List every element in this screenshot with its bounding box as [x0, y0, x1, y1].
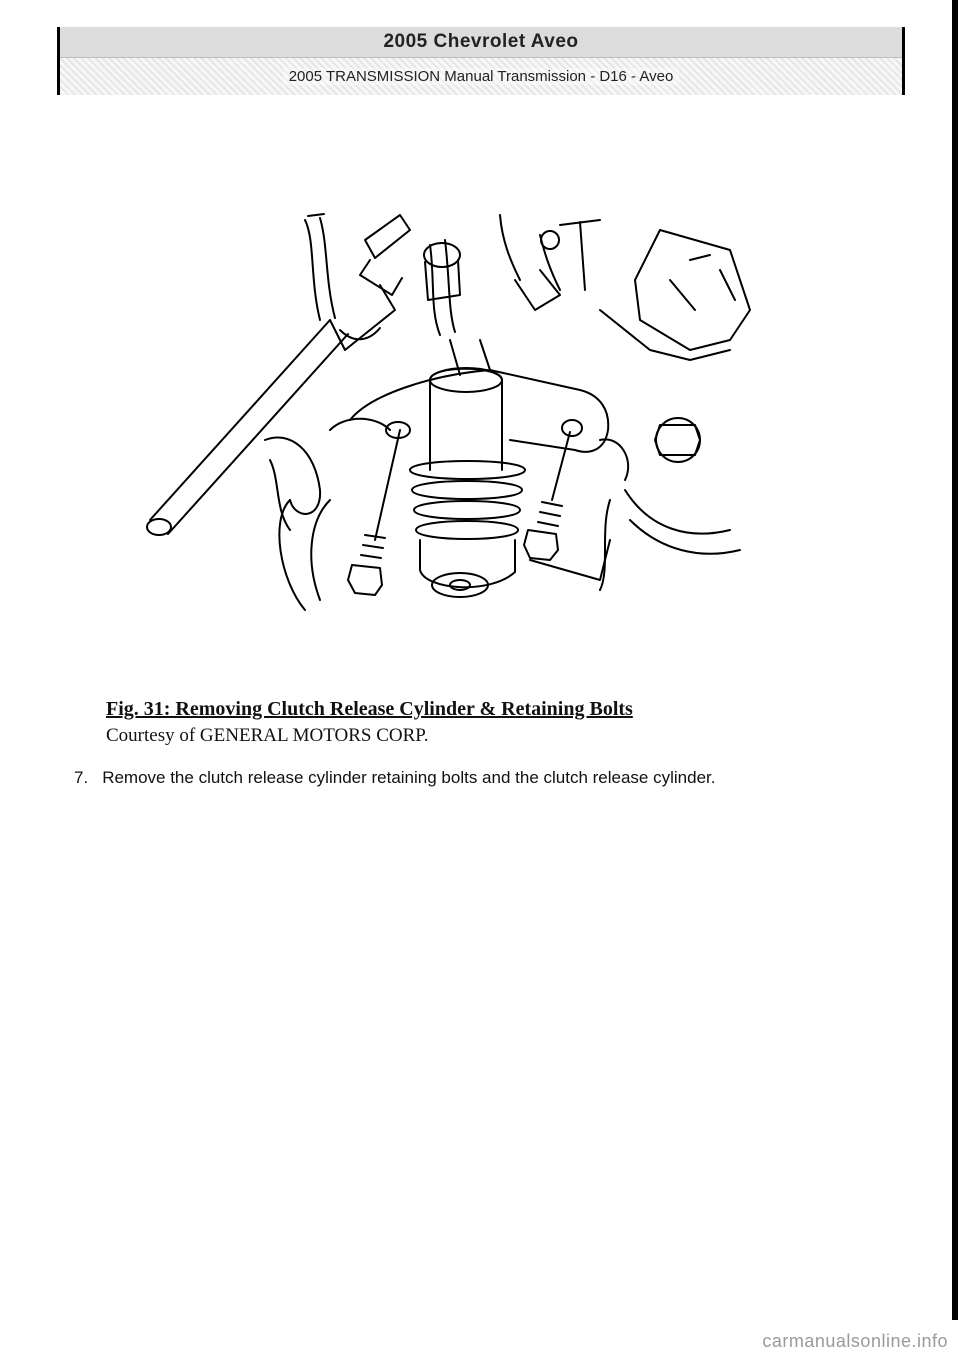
- header-subtitle-bar: [60, 58, 902, 95]
- step-number: 7.: [74, 768, 89, 787]
- figure-caption: [106, 696, 633, 750]
- figure-credit: Courtesy of GENERAL MOTORS CORP.: [106, 725, 429, 746]
- header-title: 2005 Chevrolet Aveo: [383, 31, 579, 52]
- procedure-step: [74, 768, 715, 788]
- step-text: Remove the clutch release cylinder retaining bolts and the clutch release cylinder.: [102, 768, 716, 787]
- document-header: [57, 27, 905, 95]
- watermark: carmanualsonline.info: [762, 1331, 948, 1351]
- header-subtitle: 2005 TRANSMISSION Manual Transmission - D16 - Aveo: [283, 68, 680, 85]
- figure-caption-title: Fig. 31: Removing Clutch Release Cylinder & Retaining Bolts: [106, 698, 633, 720]
- page-edge-rule: [952, 0, 958, 1320]
- header-title-bar: [60, 27, 902, 58]
- line-drawing: [130, 200, 770, 630]
- clutch-cylinder-illustration: [130, 200, 770, 630]
